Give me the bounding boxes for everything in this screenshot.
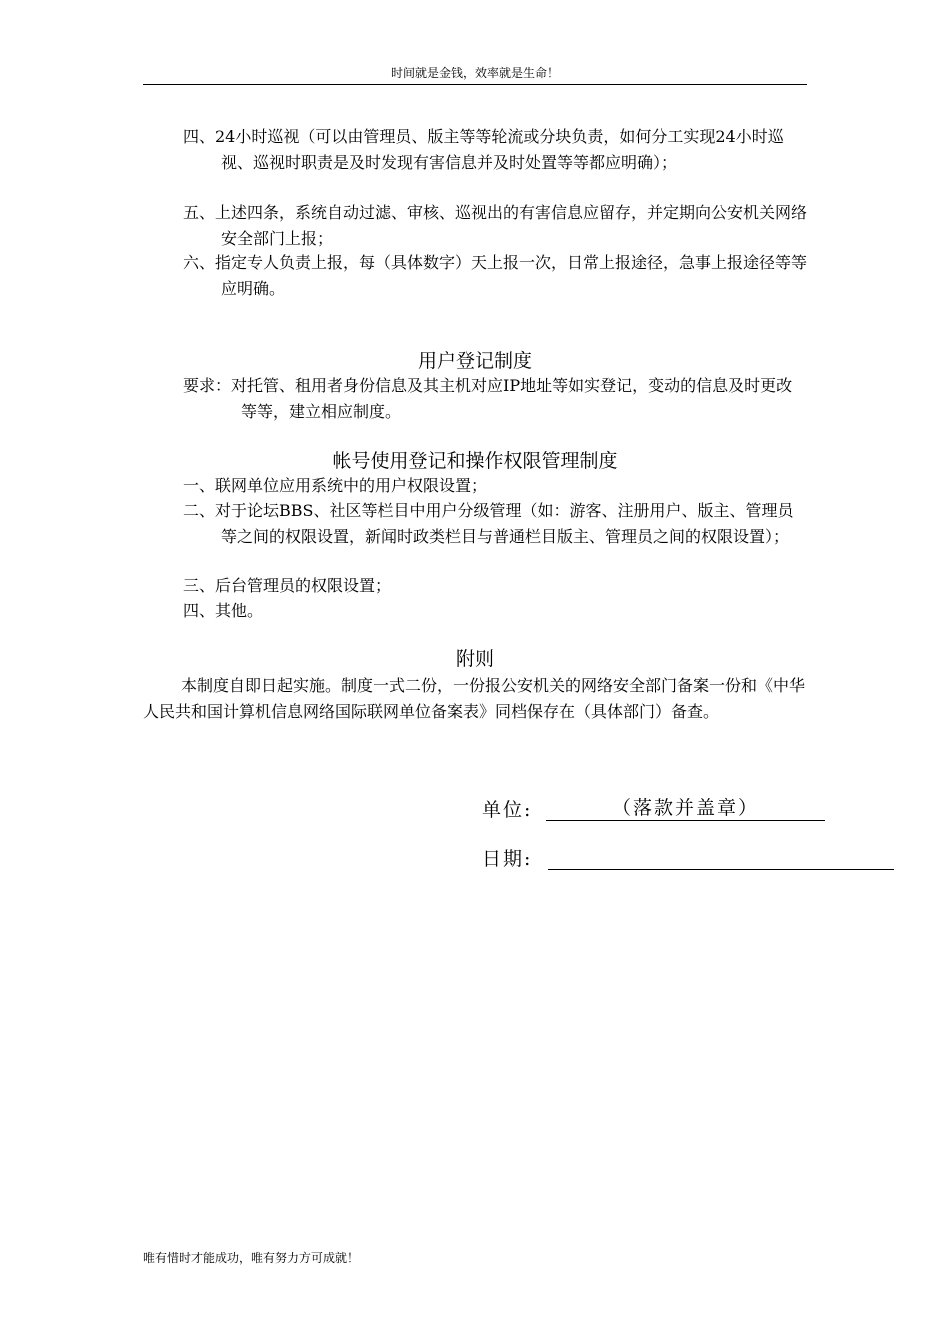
account-item-4: 四、其他。 — [183, 601, 264, 620]
account-item-1: 一、联网单位应用系统中的用户权限设置； — [183, 476, 488, 495]
appendix-title: 附则 — [455, 648, 494, 670]
date-label: 日期: — [482, 848, 533, 870]
user-registration-requirement: 要求：对托管、租用者身份信息及其主机对应IP地址等如实登记，变动的信息及时更改等等，建立相应制度。 — [183, 376, 793, 421]
unit-signature-line: （落款并盖章） — [546, 796, 825, 821]
page-header: 时间就是金钱，效率就是生命！ — [143, 62, 807, 85]
account-item-3: 三、后台管理员的权限设置； — [183, 576, 392, 595]
user-registration-title: 用户登记制度 — [417, 350, 532, 372]
date-signature-line — [548, 845, 894, 870]
page-footer: 唯有惜时才能成功，唯有努力方可成就！ — [143, 1251, 360, 1265]
unit-label: 单位: — [482, 799, 533, 821]
patrol-item-5: 五、上述四条，系统自动过滤、审核、巡视出的有害信息应留存，并定期向公安机关网络安全部门上报； — [183, 203, 808, 248]
patrol-item-6: 六、指定专人负责上报，每（具体数字）天上报一次，日常上报途径，急事上报途径等等应明确。 — [183, 253, 808, 298]
account-item-2: 二、对于论坛BBS、社区等栏目中用户分级管理（如：游客、注册用户、版主、管理员等之间的权限设置，新闻时政类栏目与普通栏目版主、管理员之间的权限设置）； — [183, 501, 794, 546]
patrol-item-4: 四、24小时巡视（可以由管理员、版主等等轮流或分块负责，如何分工实现24小时巡视、巡视时职责是及时发现有害信息并及时处置等等都应明确）； — [183, 127, 784, 172]
account-management-title: 帐号使用登记和操作权限管理制度 — [332, 450, 618, 472]
appendix-text: 本制度自即日起实施。制度一式二份，一份报公安机关的网络安全部门备案一份和《中华人民共和国计算机信息网络国际联网单位备案表》同档保存在（具体部门）备查。 — [143, 676, 806, 721]
